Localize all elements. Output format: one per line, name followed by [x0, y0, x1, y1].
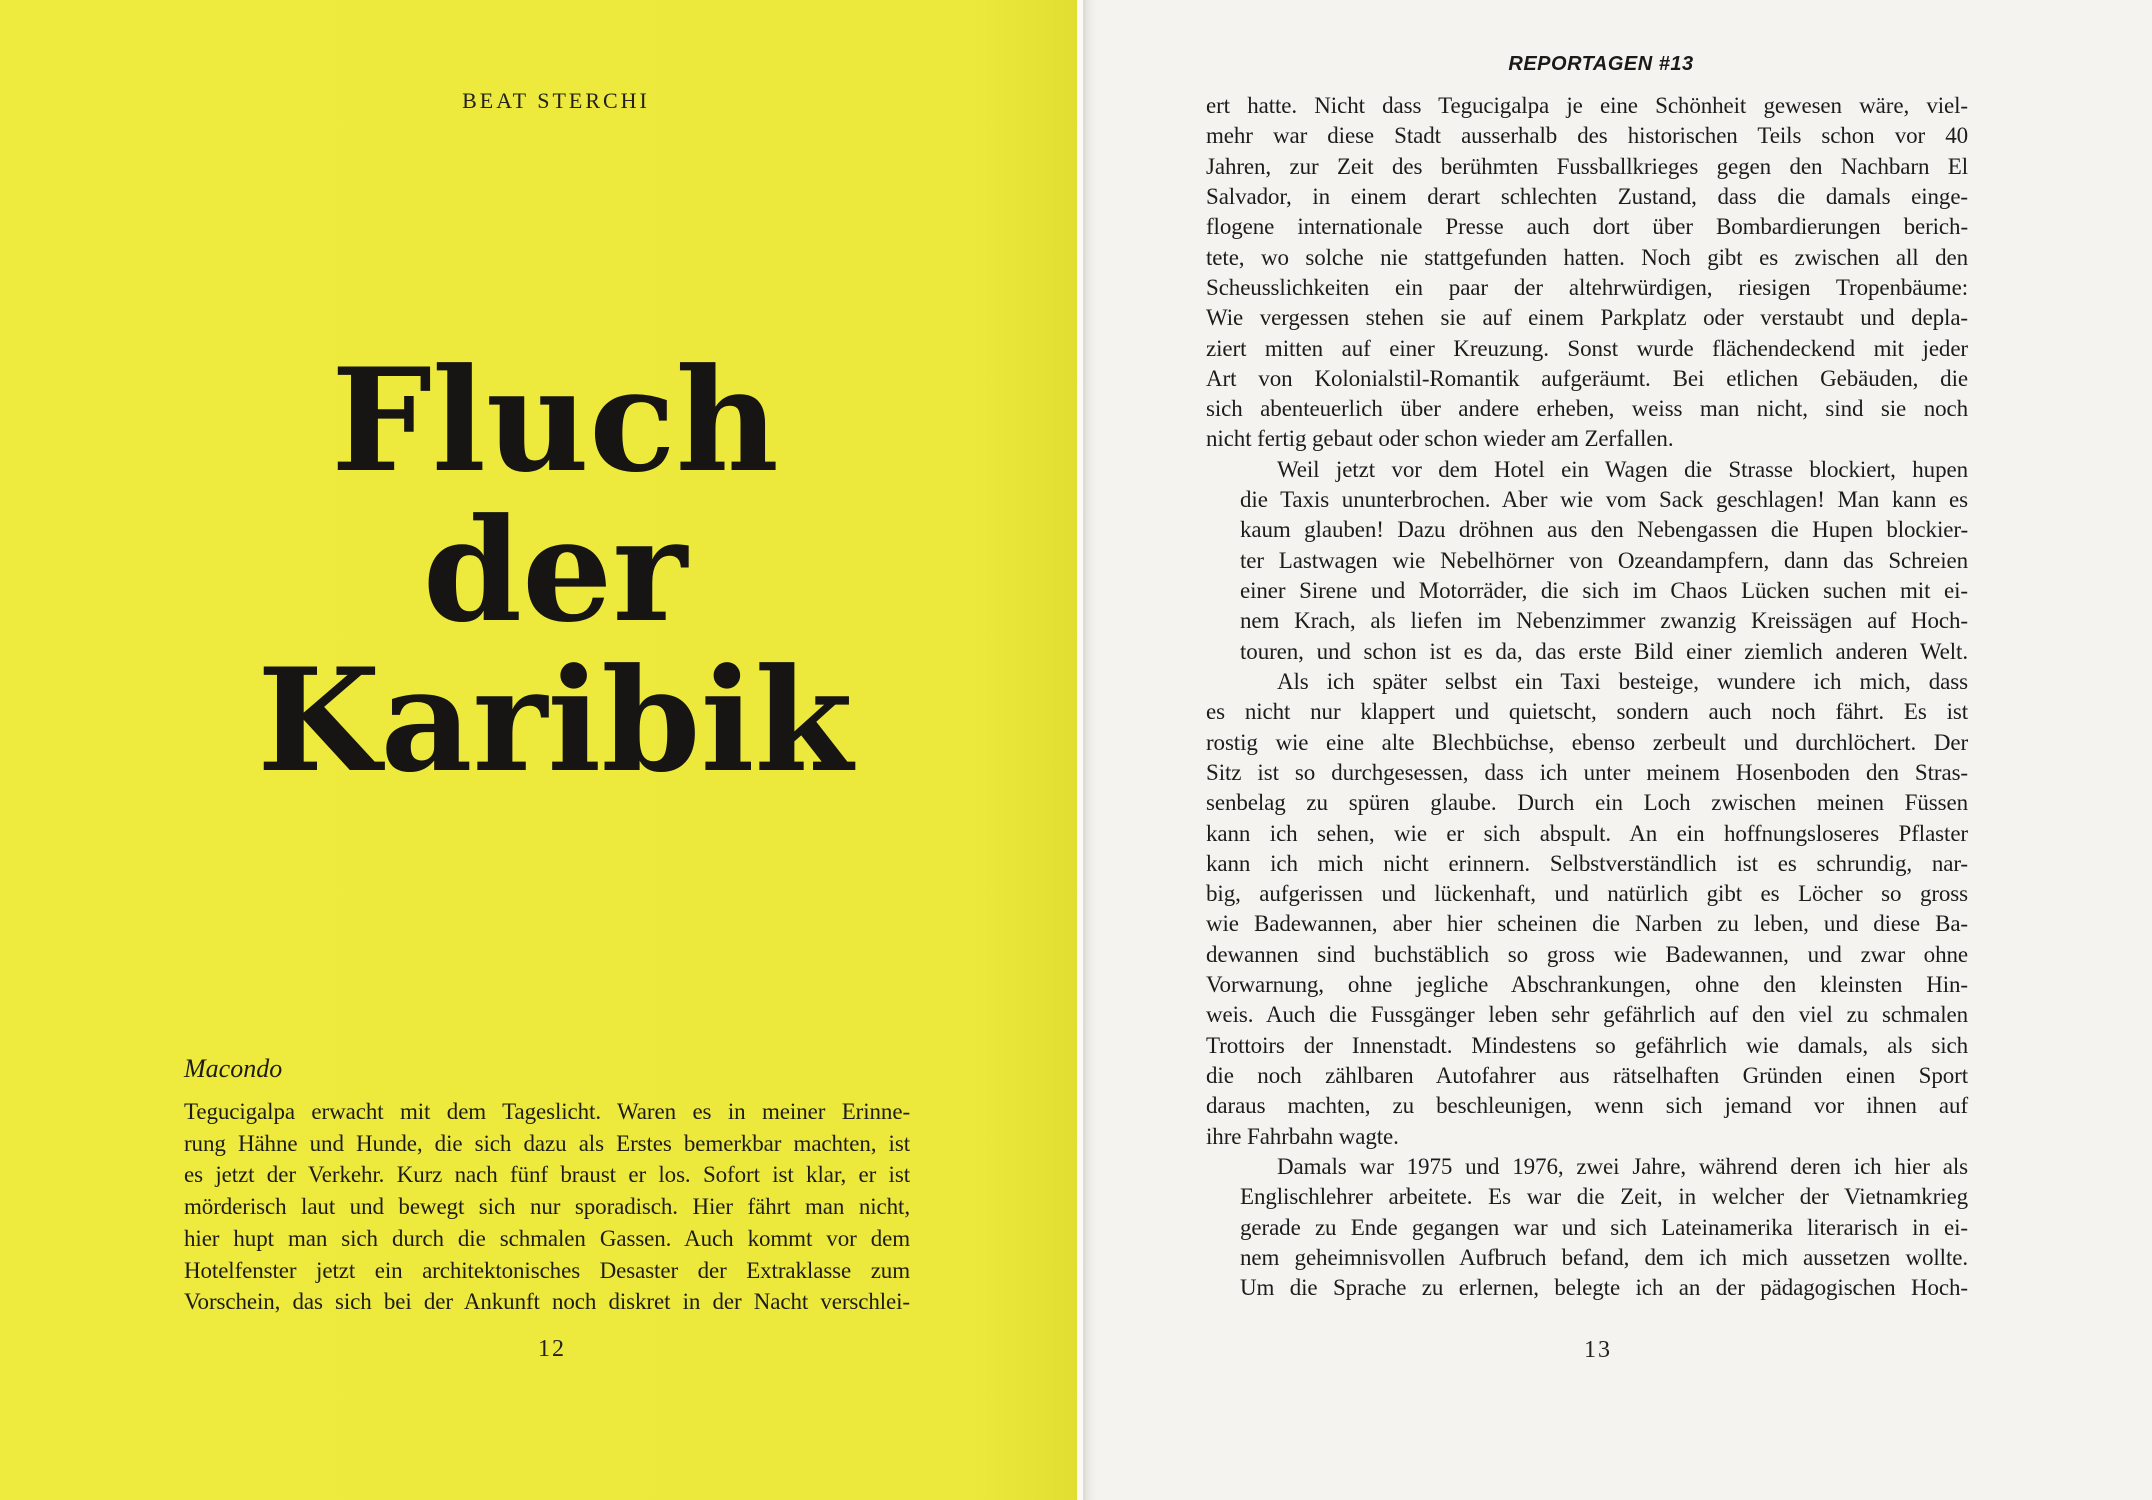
text-line: senbelag zu spüren glaube. Durch ein Loch zwischen meinen Füssen	[1206, 790, 1968, 816]
text-line: daraus machten, zu beschleunigen, wenn sich jemand vor ihnen auf	[1206, 1093, 1968, 1119]
text-line: mehr war diese Stadt ausserhalb des historischen Teils schon vor 40	[1206, 123, 1968, 149]
title-line: Fluch	[331, 338, 779, 504]
paragraph	[1206, 91, 1968, 455]
text-line: einer Sirene und Motorräder, die sich im Chaos Lücken suchen mit ei-	[1240, 578, 1968, 603]
text-line: die noch zählbaren Autofahrer aus rätselhaften Gründen einen Sport	[1206, 1063, 1968, 1088]
text-line: flogene internationale Presse auch dort über Bombardierungen berich-	[1206, 214, 1968, 240]
text-line: Hotelfenster jetzt ein architektonisches Desaster der Extraklasse zum	[184, 1257, 910, 1283]
text-line: Sitz ist so durchgesessen, dass ich unter meinem Hosenboden den Stras-	[1206, 759, 1968, 785]
text-line: die Taxis ununterbrochen. Aber wie vom Sack geschlagen! Man kann es	[1240, 487, 1968, 513]
text-line: Weil jetzt vor dem Hotel ein Wagen die Strasse blockiert, hupen	[1277, 456, 1968, 482]
author-name: BEAT STERCHI	[462, 88, 650, 113]
text-line: Salvador, in einem derart schlechten Zustand, dass die damals einge-	[1206, 183, 1968, 209]
text-line: kann ich sehen, wie er sich abspult. An ein hoffnungsloseres Pflaster	[1206, 820, 1968, 846]
text-line: Scheusslichkeiten ein paar der altehrwürdigen, riesigen Tropenbäume:	[1206, 274, 1968, 300]
text-line: rung Hähne und Hunde, die sich dazu als Erstes bemerkbar machten, ist	[184, 1130, 910, 1156]
text-line: dewannen sind buchstäblich so gross wie Badewannen, und zwar ohne	[1206, 941, 1968, 967]
text-line: ert hatte. Nicht dass Tegucigalpa je eine Schönheit gewesen wäre, viel-	[1206, 93, 1968, 118]
text-line: nem Krach, als liefen im Nebenzimmer zwanzig Kreissägen auf Hoch-	[1240, 608, 1968, 634]
text-line: kann ich mich nicht erinnern. Selbstverständlich ist es schrundig, nar-	[1206, 850, 1968, 876]
text-line: Art von Kolonialstil-Romantik aufgeräumt. Bei etlichen Gebäuden, die	[1206, 365, 1968, 391]
text-line: sich abenteuerlich über andere erheben, weiss man nicht, sind sie noch	[1206, 396, 1968, 422]
text-line: hier hupt man sich durch die schmalen Gassen. Auch kommt vor dem	[184, 1225, 910, 1251]
text-line: kaum glauben! Dazu dröhnen aus den Nebengassen die Hupen blockier-	[1240, 517, 1968, 543]
text-line: Jahren, zur Zeit des berühmten Fussballkrieges gegen den Nachbarn El	[1206, 153, 1968, 179]
right-page	[1077, 0, 2152, 1500]
paragraph	[1240, 1152, 1968, 1304]
article-title	[257, 338, 853, 804]
title-line: der	[422, 488, 688, 654]
text-line: Englischlehrer arbeitete. Es war die Zeit, in welcher der Vietnamkrieg	[1240, 1184, 1968, 1210]
text-line: big, aufgerissen und lückenhaft, und natürlich gibt es Löcher so gross	[1206, 881, 1968, 907]
section-label: Macondo	[184, 1054, 283, 1083]
text-line: Tegucigalpa erwacht mit dem Tageslicht. Waren es in meiner Erinne-	[184, 1099, 910, 1124]
text-line: nicht fertig gebaut oder schon wieder am Zerfallen.	[1206, 426, 1674, 452]
text-line: Trottoirs der Innenstadt. Mindestens so gefährlich wie damals, als sich	[1206, 1032, 1968, 1058]
text-line: wie Badewannen, aber hier scheinen die Narben zu leben, und diese Ba-	[1206, 911, 1968, 937]
text-line: Um die Sprache zu erlernen, belegte ich an der pädagogischen Hoch-	[1240, 1275, 1968, 1301]
left-body-text	[184, 1096, 910, 1318]
book-gutter	[1077, 0, 1097, 1500]
text-line: Vorschein, das sich bei der Ankunft noch diskret in der Nacht verschlei-	[184, 1289, 910, 1315]
running-header: REPORTAGEN #13	[1508, 53, 1694, 75]
text-line: tete, wo solche nie stattgefunden hatten. Noch gibt es zwischen all den	[1206, 244, 1968, 270]
text-line: ter Lastwagen wie Nebelhörner von Ozeandampfern, dann das Schreien	[1240, 547, 1968, 573]
text-line: rostig wie eine alte Blechbüchse, ebenso zerbeult und durchlöchert. Der	[1206, 729, 1968, 755]
paragraph	[1206, 667, 1968, 1152]
text-line: es jetzt der Verkehr. Kurz nach fünf braust er los. Sofort ist klar, er ist	[184, 1162, 910, 1188]
text-line: Vorwarnung, ohne jegliche Abschrankungen, ohne den kleinsten Hin-	[1206, 972, 1968, 998]
text-line: gerade zu Ende gegangen war und sich Lateinamerika literarisch in ei-	[1240, 1214, 1968, 1240]
text-line: weis. Auch die Fussgänger leben sehr gefährlich auf den viel zu schmalen	[1206, 1002, 1968, 1028]
text-line: es nicht nur klappert und quietscht, sondern auch noch fährt. Es ist	[1206, 699, 1968, 725]
text-line: nem geheimnisvollen Aufbruch befand, dem ich mich aussetzen wollte.	[1240, 1244, 1968, 1270]
right-page-number: 13	[1584, 1337, 1612, 1363]
text-line: Wie vergessen stehen sie auf einem Parkplatz oder verstaubt und depla-	[1206, 305, 1968, 331]
text-line: ziert mitten auf einer Kreuzung. Sonst wurde flächendeckend mit jeder	[1206, 335, 1968, 361]
right-body-text	[1206, 91, 1968, 1304]
text-line: Als ich später selbst ein Taxi besteige, wundere ich mich, dass	[1277, 668, 1968, 694]
text-line: touren, und schon ist es da, das erste Bild einer ziemlich anderen Welt.	[1240, 638, 1968, 664]
text-line: ihre Fahrbahn wagte.	[1206, 1123, 1399, 1149]
paragraph	[184, 1096, 910, 1318]
title-line: Karibik	[257, 638, 853, 804]
paragraph	[1240, 455, 1968, 667]
left-page-number: 12	[538, 1336, 566, 1362]
text-line: mörderisch laut und bewegt sich nur sporadisch. Hier fährt man nicht,	[184, 1194, 910, 1220]
text-line: Damals war 1975 und 1976, zwei Jahre, während deren ich hier als	[1277, 1153, 1968, 1179]
